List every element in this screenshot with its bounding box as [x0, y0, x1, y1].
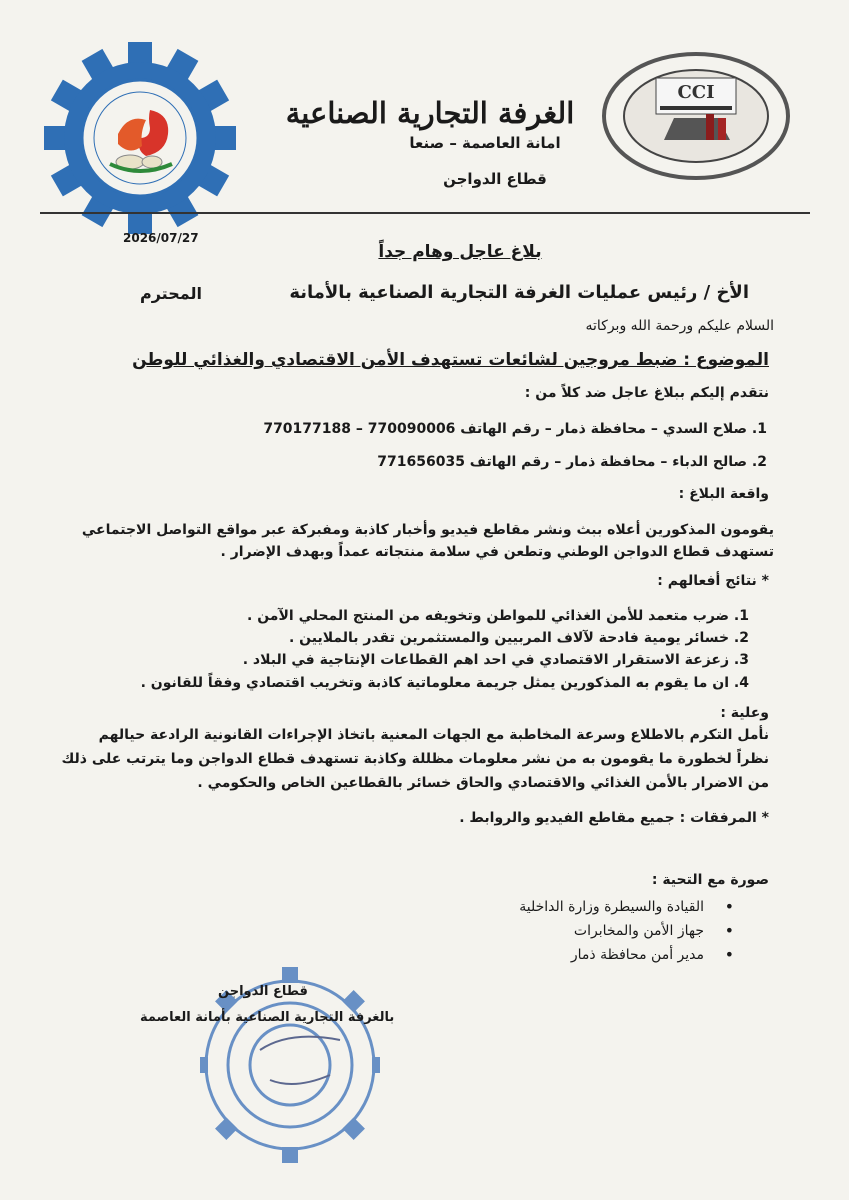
- facts-line: تستهدف قطاع الدواجن الوطني وتطعن في سلامة منتجاته عمداً وبهدف الإضرار .: [220, 544, 774, 560]
- greeting: السلام عليكم ورحمة الله وبركاته: [585, 318, 774, 334]
- result-item: 3. زعزعة الاستقرار الاقتصادي في احد اهم القطاعات الإنتاجية في البلاد .: [242, 652, 749, 668]
- svg-text:CCI: CCI: [677, 82, 715, 103]
- bullet-icon: •: [724, 897, 734, 916]
- respect-label: المحترم: [140, 284, 202, 303]
- cci-logo-icon: [598, 48, 794, 184]
- signature-line-1: قطاع الدواجن: [218, 984, 308, 999]
- cc-item: • القيادة والسيطرة وزارة الداخلية: [519, 897, 734, 916]
- urgent-title: بلاغ عاجل وهام جداً: [378, 242, 542, 262]
- facts-heading: واقعة البلاغ :: [678, 486, 769, 502]
- gear-logo-icon: [40, 38, 240, 238]
- facts-line: يقومون المذكورين أعلاه ببث ونشر مقاطع فيديو وأخبار كاذبة ومفبركة عبر مواقع التواصل الاجتماعي: [81, 522, 774, 538]
- letter-date: 2026/07/27: [123, 231, 199, 245]
- request-line: نأمل التكرم بالاطلاع وسرعة المخاطبة مع الجهات المعنية باتخاذ الإجراءات القانونية الرادعة حيالهم: [98, 727, 769, 743]
- cc-heading: صورة مع التحية :: [651, 872, 769, 888]
- bullet-icon: •: [724, 945, 734, 964]
- cc-list: [519, 896, 734, 968]
- request-line: من الاضرار بالأمن الغذائي والاقتصادي والحاق خسائر بالقطاعين الخاص والحكومي .: [197, 775, 769, 791]
- cc-item: • مدير أمن محافظة ذمار: [570, 945, 734, 964]
- result-item: 2. خسائر يومية فادحة لآلاف المربيين والمستثمرين تقدر بالملايين .: [288, 630, 749, 646]
- bullet-icon: •: [724, 921, 734, 940]
- organization-sector: قطاع الدواجن: [443, 170, 547, 188]
- addressee: الأخ / رئيس عمليات الغرفة التجارية الصناعية بالأمانة: [289, 282, 749, 303]
- cc-item: • جهاز الأمن والمخابرات: [573, 921, 734, 940]
- request-heading: وعلية :: [720, 705, 769, 721]
- request-line: نظراً لخطورة ما يقومون به من نشر معلومات مظللة وكاذبة تستهدف قطاع الدواجن وما يترتب على ذلك: [61, 751, 769, 767]
- organization-subtitle: امانة العاصمة – صنعا: [409, 134, 561, 152]
- subject-line: الموضوع : ضبط مروجين لشائعات تستهدف الأمن الاقتصادي والغذائي للوطن: [132, 350, 769, 370]
- intro-line: نتقدم إليكم ببلاغ عاجل ضد كلاً من :: [524, 385, 769, 401]
- result-item: 1. ضرب متعمد للأمن الغذائي للمواطن وتخويفه من المنتج المحلي الآمن .: [247, 608, 749, 624]
- person-item: 2. صالح الدباء – محافظة ذمار – رقم الهاتف 771656035: [377, 454, 767, 470]
- result-item: 4. ان ما يقوم به المذكورين يمثل جريمة معلوماتية كاذبة وتخريب اقتصادي وفقاً للقانون .: [140, 675, 749, 691]
- signature-line-2: بالغرفة التجارية الصناعية بأمانة العاصمة: [140, 1010, 395, 1025]
- header-divider: [40, 212, 810, 214]
- attachments-line: * المرفقات : جميع مقاطع الفيديو والروابط .: [459, 810, 769, 826]
- organization-title: الغرفة التجارية الصناعية: [285, 96, 575, 130]
- results-heading: * نتائج أفعالهم :: [657, 573, 769, 589]
- person-item: 1. صلاح السدي – محافظة ذمار – رقم الهاتف 770090006 – 770177188: [263, 421, 767, 437]
